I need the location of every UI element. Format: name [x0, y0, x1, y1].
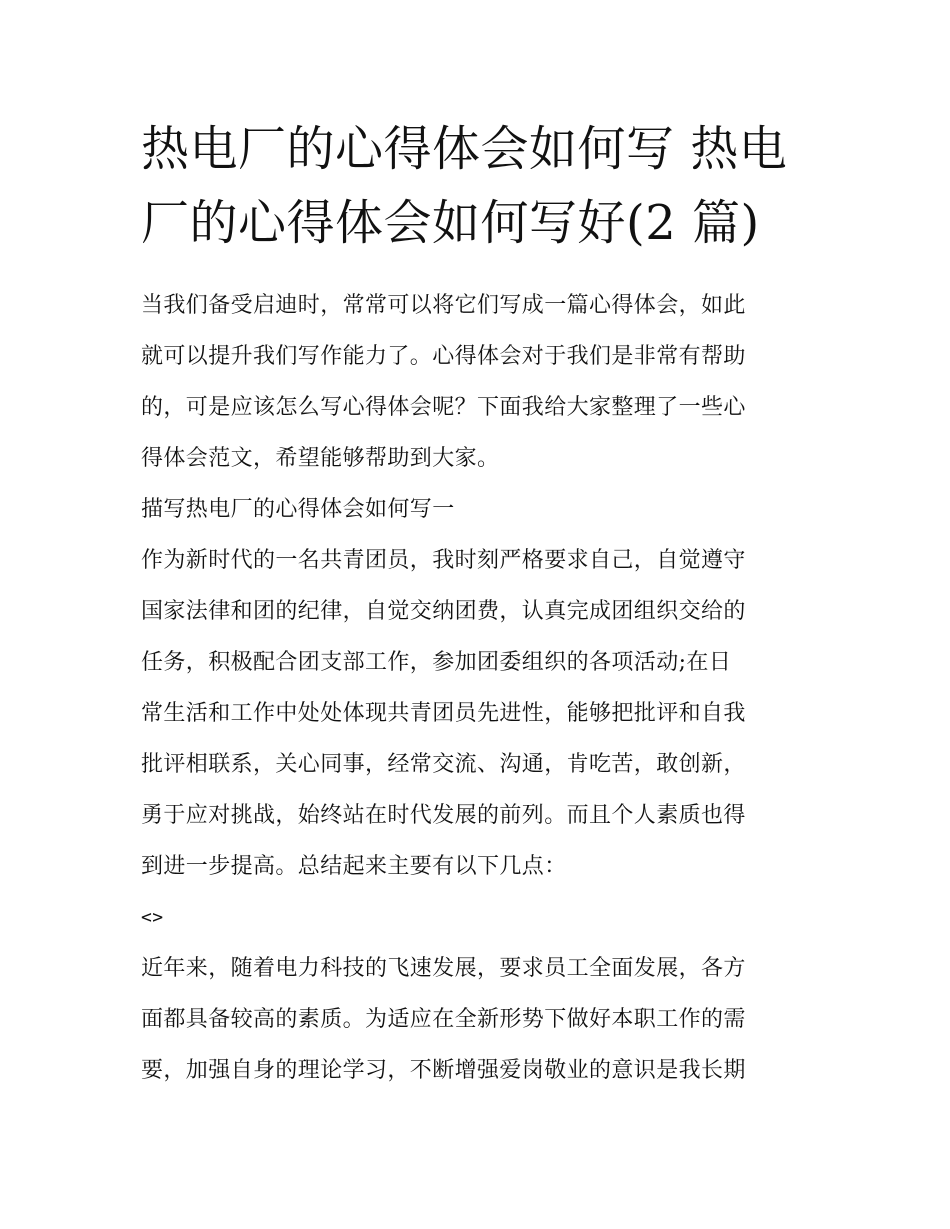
paragraph-line: 常生活和工作中处处体现共青团员先进性，能够把批评和自我 — [141, 701, 746, 726]
document-title — [141, 112, 813, 260]
section-heading: 描写热电厂的心得体会如何写一 — [141, 497, 455, 522]
document-page — [141, 112, 813, 1096]
title-line: 厂的心得体会如何写好(2 篇) — [141, 195, 760, 251]
angle-bracket-marker: <> — [141, 907, 164, 928]
paragraph-line: 面都具备较高的素质。为适应在全新形势下做好本职工作的需 — [141, 1007, 746, 1032]
paragraph-line: 批评相联系，关心同事，经常交流、沟通，肯吃苦，敢创新， — [141, 752, 746, 777]
paragraph-line: 近年来，随着电力科技的飞速发展，要求员工全面发展，各方 — [141, 956, 746, 981]
paragraph-line: 国家法律和团的纪律，自觉交纳团费，认真完成团组织交给的 — [141, 599, 746, 624]
paragraph-line: 要，加强自身的理论学习，不断增强爱岗敬业的意识是我长期 — [141, 1058, 746, 1083]
title-line: 热电厂的心得体会如何写 热电 — [141, 121, 788, 177]
document-body — [141, 280, 813, 1096]
intro-line: 就可以提升我们写作能力了。心得体会对于我们是非常有帮助 — [141, 344, 746, 369]
intro-line: 的，可是应该怎么写心得体会呢？下面我给大家整理了一些心 — [141, 395, 746, 420]
intro-line: 当我们备受启迪时，常常可以将它们写成一篇心得体会，如此 — [141, 293, 746, 318]
intro-line: 得体会范文，希望能够帮助到大家。 — [141, 446, 500, 471]
paragraph-line: 到进一步提高。总结起来主要有以下几点： — [141, 854, 567, 879]
paragraph-line: 作为新时代的一名共青团员，我时刻严格要求自己，自觉遵守 — [141, 548, 746, 573]
paragraph-line: 任务，积极配合团支部工作，参加团委组织的各项活动;在日 — [141, 650, 732, 675]
paragraph-line: 勇于应对挑战，始终站在时代发展的前列。而且个人素质也得 — [141, 803, 746, 828]
